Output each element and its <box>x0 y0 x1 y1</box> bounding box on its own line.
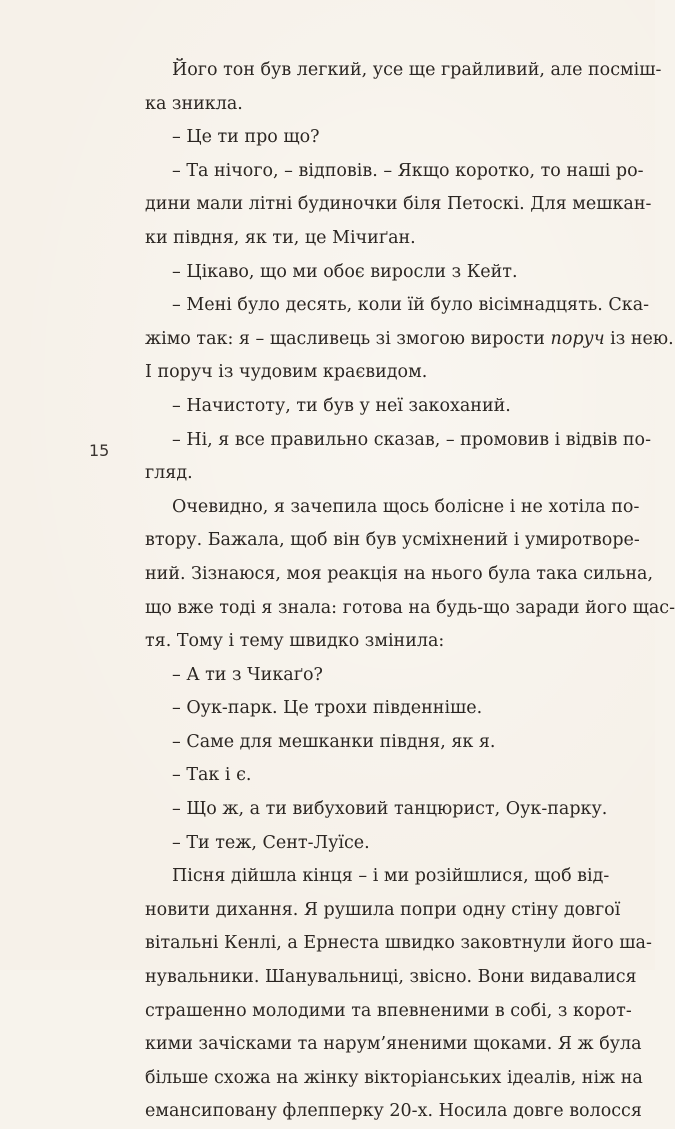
text-line: дини мали літні будиночки біля Петоскі. Для мешкан- <box>145 194 652 215</box>
body-text <box>145 54 675 1129</box>
text-line: – Що ж, а ти вибуховий танцюрист, Оук-парку. <box>172 799 608 820</box>
text-line: Очевидно, я зачепила щось болісне і не хотіла по- <box>172 496 640 517</box>
text-line: ка зникла. <box>145 93 243 114</box>
text-line <box>145 323 674 357</box>
text-line: І поруч із чудовим краєвидом. <box>145 362 428 383</box>
text-line: ки півдня, як ти, це Мічиґан. <box>145 227 416 248</box>
text-line: ний. Зізнаюся, моя реакція на нього була така сильна, <box>145 563 654 584</box>
text-line: – Оук-парк. Це трохи південніше. <box>172 698 483 719</box>
text-line: – Так і є. <box>172 765 252 786</box>
text-line: Пісня дійшла кінця – і ми розійшлися, щоб від- <box>172 866 610 887</box>
text-line: вітальні Кенлі, а Ернеста швидко заковтнули його ша- <box>145 933 652 954</box>
emphasized-word: поруч <box>550 328 605 349</box>
text-line: – А ти з Чикаґо? <box>172 664 323 685</box>
text-line: – Ти теж, Сент-Луїсе. <box>172 832 370 853</box>
text-line: що вже тоді я знала: готова на будь-що заради його щас- <box>145 597 675 618</box>
text-line: – Ні, я все правильно сказав, – промовив і відвів по- <box>172 429 651 450</box>
text-line: нувальники. Шанувальниці, звісно. Вони видавалися <box>145 967 637 988</box>
text-line: Його тон був легкий, усе ще грайливий, але посміш- <box>172 60 662 80</box>
text-line: – Це ти про що? <box>172 127 320 148</box>
text-line: – Та нічого, – відповів. – Якщо коротко, то наші ро- <box>172 160 644 181</box>
text-line: – Мені було десять, коли їй було вісімнадцять. Ска- <box>172 295 650 316</box>
text-line: – Цікаво, що ми обоє виросли з Кейт. <box>172 261 518 282</box>
text-line: кими зачісками та нарум’яненими щоками. Я ж була <box>145 1034 642 1055</box>
text-line: гляд. <box>145 463 193 484</box>
text-segment: із нею. <box>604 328 674 349</box>
text-line: більше схожа на жінку вікторіанських ідеалів, ніж на <box>145 1067 643 1088</box>
text-line: втору. Бажала, щоб він був усміхнений і умиротворе- <box>145 530 640 551</box>
text-line: тя. Тому і тему швидко змінила: <box>145 631 445 652</box>
page-number: 15 <box>89 441 110 460</box>
text-line: – Саме для мешканки півдня, як я. <box>172 731 496 752</box>
text-segment: жімо так: я – щасливець зі змогою вирости <box>145 328 551 349</box>
text-line: емансиповану флепперку 20-х. Носила довге волосся <box>145 1101 642 1122</box>
text-line: – Начистоту, ти був у неї закоханий. <box>172 395 511 416</box>
text-line: новити дихання. Я рушила попри одну стіну довгої <box>145 899 621 920</box>
text-line: страшенно молодими та впевненими в собі, з корот- <box>145 1000 632 1021</box>
